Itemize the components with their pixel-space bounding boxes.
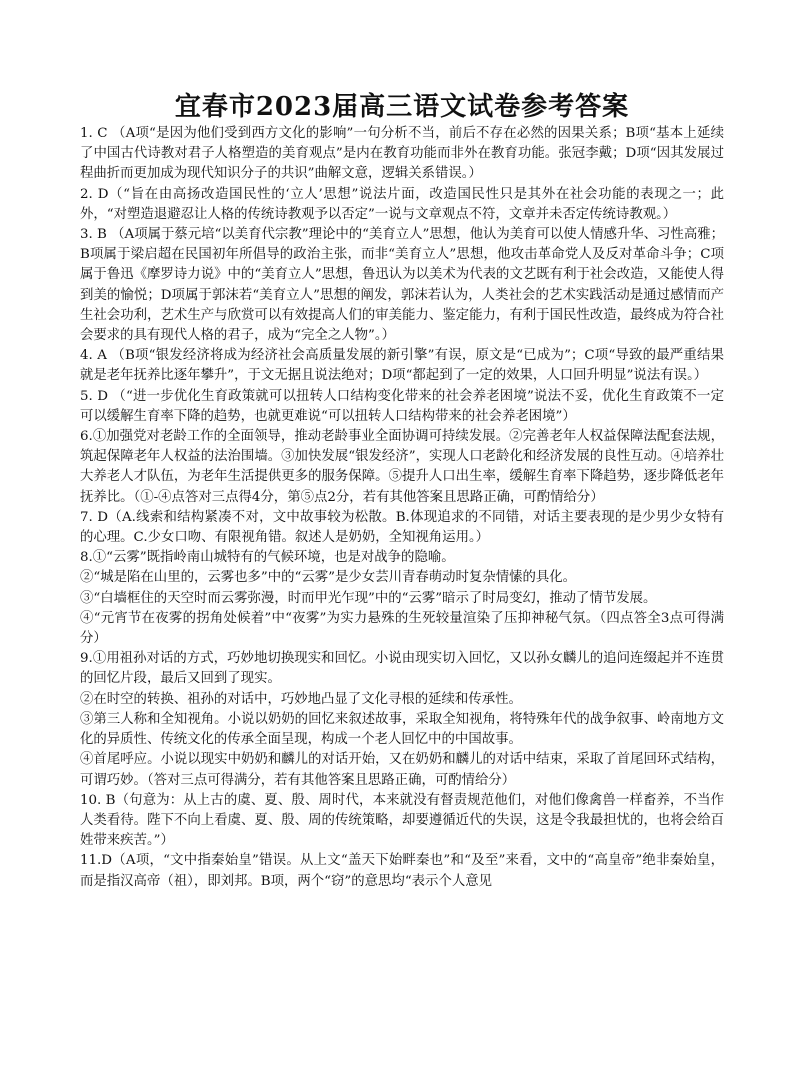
document-title: 宜春市2023届高三语文试卷参考答案 [174, 92, 630, 122]
answer-paragraph: 1. C （A项“是因为他们受到西方文化的影响”一句分析不当，前后不存在必然的因果关系；B项“基本上延续了中国古代诗教对君子人格塑造的美育观点”是内在教育功能而非外在教育功能。张冠李戴；D项“因其发展过程曲折而更加成为现代知识分子的共识”曲解文意，逻辑关系错误。） [80, 126, 724, 182]
answer-paragraph: 11.D（A项，“文中指秦始皇”错误。从上文“盖天下始畔秦也”和“及至”来看，文中的“高皇帝”绝非秦始皇，而是指汉高帝（祖），即刘邦。B项，两个“窃”的意思均“表示个人意见 [80, 853, 724, 889]
answer-paragraph: 9.①用祖孙对话的方式，巧妙地切换现实和回忆。小说由现实切入回忆，又以孙女麟儿的追问连缀起并不连贯的回忆片段，最后又回到了现实。 [80, 651, 724, 687]
answer-paragraph: ③“白墙框住的天空时而云雾弥漫，时而甲光乍现”中的“云雾”暗示了时局变幻，推动了情节发展。 [80, 590, 657, 606]
answer-paragraph: 7. D（A.线索和结构紧凑不对，文中故事较为松散。B.体现追求的不同错，对话主要表现的是少男少女特有的心理。C.少女口吻、有限视角错。叙述人是奶奶，全知视角运用。） [80, 509, 724, 546]
answer-paragraph: 3. B （A项属于蔡元培“以美育代宗教”理论中的“美育立人”思想，他认为美育可以使人情感升华、习性高雅；B项属于梁启超在民国初年所倡导的政治主张，而非“美育立人”思想，他攻击革命党人及反对革命斗争；C项属于鲁迅《摩罗诗力说》中的“美育立人”思想，鲁迅认为以美术为代表的文艺既有利于社会改造，又能使人得到美的愉悦；D项属于郭沫若“美育立人”思想的阐发，郭沫若认为，人类社会的艺术实践活动是通过感情而产生社会功利，艺术生产与欣赏可以有效提高人们的审美能力、鉴定能力，有利于国民性改造，最终成为符合社会要求的具有现代人格的君子，成为“完全之人物”。） [80, 227, 724, 344]
answer-paragraph: ④“元宵节在夜雾的拐角处候着”中“夜雾”为实力悬殊的生死较量渲染了压抑神秘气氛。（四点答全3点可得满分） [80, 610, 724, 647]
answer-paragraph: 8.①“云雾”既指岭南山城特有的气候环境，也是对战争的隐喻。 [80, 550, 455, 566]
answer-paragraph: ③第三人称和全知视角。小说以奶奶的回忆来叙述故事，采取全知视角，将特殊年代的战争叙事、岭南地方文化的异质性、传统文化的传承全面呈现，构成一个老人回忆中的中国故事。 [80, 711, 724, 748]
answer-paragraph: ②“城是陷在山里的，云雾也多”中的“云雾”是少女芸川青春萌动时复杂情愫的具化。 [80, 570, 577, 586]
answer-paragraph: ④首尾呼应。小说以现实中奶奶和麟儿的对话开始，又在奶奶和麟儿的对话中结束，采取了首尾回环式结构，可谓巧妙。（答对三点可得满分，若有其他答案且思路正确，可酌情给分） [80, 752, 724, 788]
answer-paragraph: 4. A （B项“银发经济将成为经济社会高质量发展的新引擎”有误，原文是“已成为”；C项“导致的最严重结果就是老年抚养比逐年攀升”，于文无据且说法绝对；D项“都起到了一定的效果，人口回升明显”说法有误。） [80, 348, 724, 384]
answer-paragraph: 5. D （“进一步优化生育政策就可以扭转人口结构变化带来的社会养老困境”说法不妥，优化生育政策不一定可以缓解生育率下降的趋势，也就更难说“可以扭转人口结构带来的社会养老困境”） [80, 388, 724, 424]
answer-paragraph: 10. B（句意为：从上古的虞、夏、殷、周时代，本来就没有督责规范他们，对他们像禽兽一样畜养，不当作人类看待。陛下不向上看虞、夏、殷、周的传统策略，却要遵循近代的失误，这是令我最担忧的，也将会给百姓带来疾苦。”） [80, 792, 724, 849]
answer-paragraph: 2. D（“旨在由高扬改造国民性的‘立人’思想”说法片面，改造国民性只是其外在社会功能的表现之一；此外，“对塑造退避忍让人格的传统诗教观予以否定”一说与文章观点不符，文章并未否定传统诗教观。） [80, 186, 724, 222]
answer-paragraph: ②在时空的转换、祖孙的对话中，巧妙地凸显了文化寻根的延续和传承性。 [80, 691, 522, 707]
answer-paragraph: 6.①加强党对老龄工作的全面领导，推动老龄事业全面协调可持续发展。②完善老年人权益保障法配套法规，筑起保障老年人权益的法治围墙。③加快发展“银发经济”，实现人口老龄化和经济发展的良性互动。④培养壮大养老人才队伍，为老年生活提供更多的服务保障。⑤提升人口出生率，缓解生育率下降趋势，逐步降低老年抚养比。（①-④点答对三点得4分，第⑤点2分，若有其他答案且思路正确，可酌情给分） [80, 429, 724, 505]
